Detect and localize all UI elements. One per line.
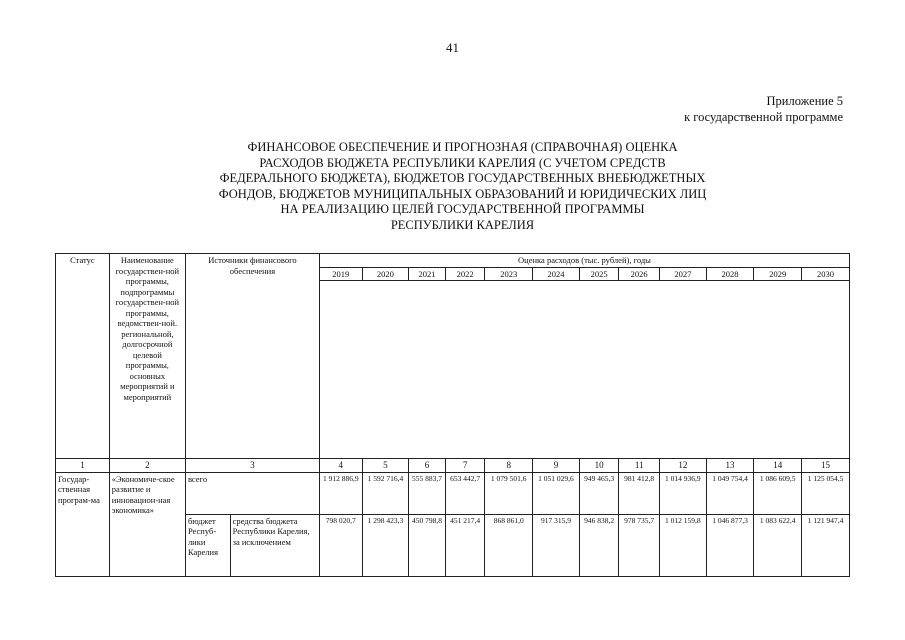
total-value: 1 051 029,6: [533, 472, 580, 514]
budget-value: 978 735,7: [619, 514, 660, 576]
year-header: 2029: [754, 267, 802, 281]
column-number: 10: [579, 459, 619, 473]
page-number: 41: [446, 40, 459, 55]
appendix-line-1: Приложение 5: [766, 94, 843, 108]
total-value: 1 086 609,5: [754, 472, 802, 514]
column-number: 15: [802, 459, 850, 473]
source-budget-sublabel: средства бюджета Республики Карелия, за исключением: [230, 514, 319, 576]
total-value: 1 592 716,4: [362, 472, 409, 514]
budget-value: 1 121 947,4: [802, 514, 850, 576]
column-number: 3: [185, 459, 319, 473]
column-number: 7: [445, 459, 485, 473]
year-header: 2026: [619, 267, 660, 281]
header-status: Статус: [56, 254, 110, 459]
title-line: НА РЕАЛИЗАЦИЮ ЦЕЛЕЙ ГОСУДАРСТВЕННОЙ ПРОГРАММЫ: [280, 202, 645, 216]
source-total-label: всего: [185, 472, 319, 514]
status-cell: Государ-ственная програм-ма: [56, 472, 110, 576]
year-header: 2019: [319, 267, 362, 281]
budget-value: 868 861,0: [485, 514, 533, 576]
budget-value: 946 838,2: [579, 514, 619, 576]
header-source: Источники финансового обеспечения: [185, 254, 319, 459]
year-header: 2022: [445, 267, 485, 281]
total-value: 981 412,8: [619, 472, 660, 514]
source-budget-label: бюджет Респуб-лики Карелия: [185, 514, 230, 576]
column-number: 11: [619, 459, 660, 473]
title-line: ФОНДОВ, БЮДЖЕТОВ МУНИЦИПАЛЬНЫХ ОБРАЗОВАНИЙ И ЮРИДИЧЕСКИХ ЛИЦ: [218, 186, 707, 201]
column-number: 9: [533, 459, 580, 473]
year-header: 2021: [409, 267, 446, 281]
appendix-label: [684, 93, 843, 125]
total-value: 1 014 936,9: [659, 472, 706, 514]
year-header-spacer: [319, 281, 849, 459]
title-line: ФИНАНСОВОЕ ОБЕСПЕЧЕНИЕ И ПРОГНОЗНАЯ (СПРАВОЧНАЯ) ОЦЕНКА: [247, 140, 678, 154]
budget-value: 450 798,8: [409, 514, 446, 576]
document-title: [160, 140, 765, 233]
year-header: 2027: [659, 267, 706, 281]
title-line: РАСХОДОВ БЮДЖЕТА РЕСПУБЛИКИ КАРЕЛИЯ (С УЧЕТОМ СРЕДСТВ: [259, 155, 666, 170]
year-header: 2030: [802, 267, 850, 281]
column-number: 12: [659, 459, 706, 473]
total-value: 1 049 754,4: [706, 472, 754, 514]
appendix-line-2: к государственной программе: [684, 110, 843, 124]
total-value: 949 465,3: [579, 472, 619, 514]
budget-value: 1 083 622,4: [754, 514, 802, 576]
budget-value: 1 046 877,3: [706, 514, 754, 576]
year-header: 2028: [706, 267, 754, 281]
column-number: 1: [56, 459, 110, 473]
title-line: ФЕДЕРАЛЬНОГО БЮДЖЕТА), БЮДЖЕТОВ ГОСУДАРСТВЕННЫХ ВНЕБЮДЖЕТНЫХ: [219, 171, 706, 185]
total-value: 1 912 886,9: [319, 472, 362, 514]
year-header: 2025: [579, 267, 619, 281]
year-header: 2023: [485, 267, 533, 281]
header-name: Наименование государствен-ной программы, подпрограммы государствен-ной программы, ведомствен-ной. региональной, долгосрочной целевой программы, основных мероприятий и мероприятий: [109, 254, 185, 459]
column-number: 4: [319, 459, 362, 473]
year-header: 2024: [533, 267, 580, 281]
column-number: 2: [109, 459, 185, 473]
column-number: 13: [706, 459, 754, 473]
header-estimate: Оценка расходов (тыс. рублей), годы: [319, 254, 849, 268]
title-line: РЕСПУБЛИКИ КАРЕЛИЯ: [390, 217, 535, 232]
column-number: 6: [409, 459, 446, 473]
budget-value: 917 315,9: [533, 514, 580, 576]
year-header: 2020: [362, 267, 409, 281]
budget-value: 1 298 423,3: [362, 514, 409, 576]
budget-value: 451 217,4: [445, 514, 485, 576]
column-number: 8: [485, 459, 533, 473]
budget-value: 1 012 159,8: [659, 514, 706, 576]
column-number: 14: [754, 459, 802, 473]
total-value: 1 125 054,5: [802, 472, 850, 514]
financing-table: [55, 253, 850, 577]
total-value: 653 442,7: [445, 472, 485, 514]
total-value: 1 079 501,6: [485, 472, 533, 514]
column-number: 5: [362, 459, 409, 473]
total-value: 555 883,7: [409, 472, 446, 514]
program-name-cell: «Экономиче-ское развитие и инновацион-ная экономика»: [109, 472, 185, 576]
budget-value: 798 020,7: [319, 514, 362, 576]
